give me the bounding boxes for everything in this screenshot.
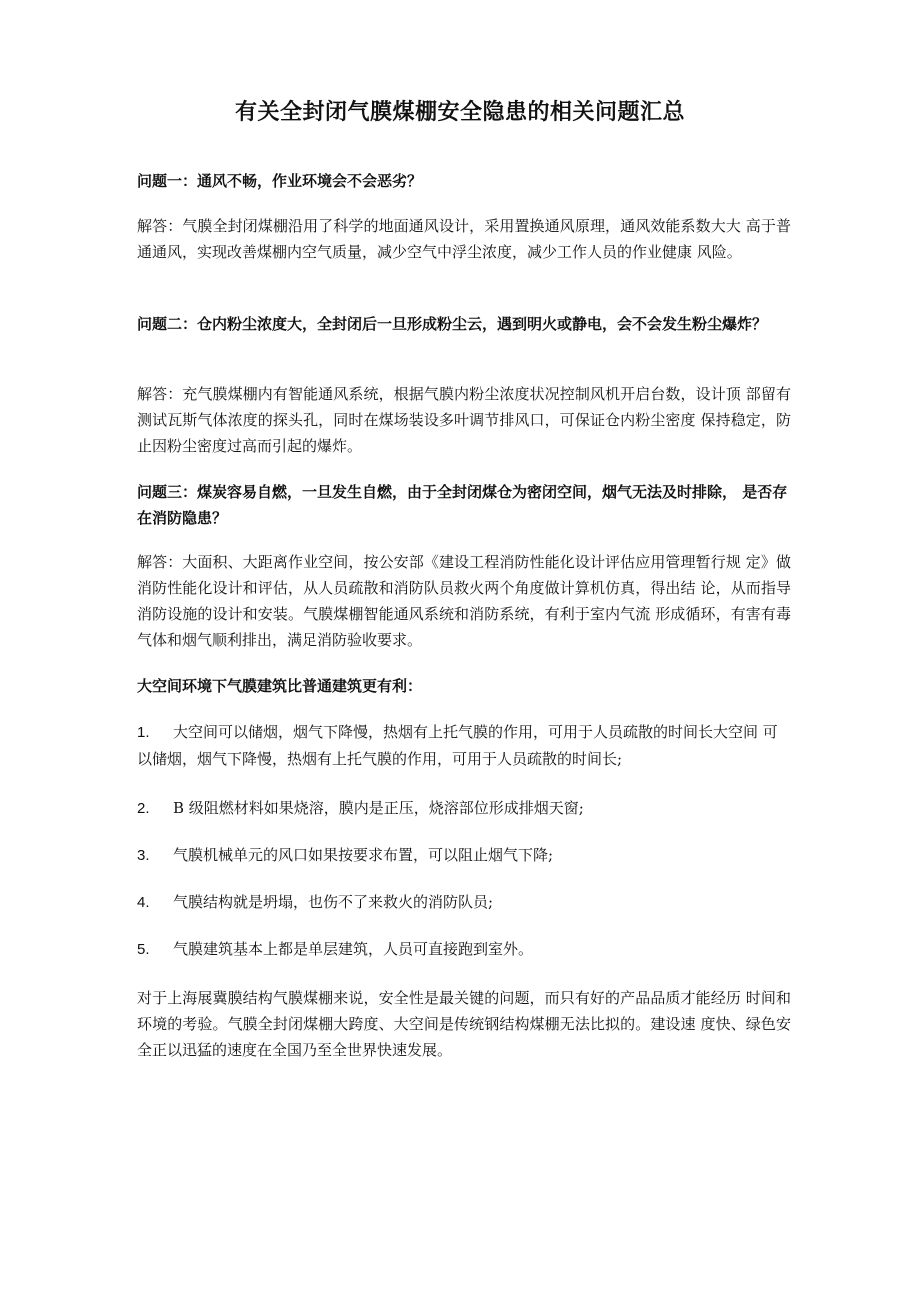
conclusion-paragraph: 对于上海展冀膜结构气膜煤棚来说，安全性是最关键的问题，而只有好的产品品质才能经历 时间和环境的考验。气膜全封闭煤棚大跨度、大空间是传统钢结构煤棚无法比拟的。建设速 度快、绿色安全正以迅猛的速度在全国乃至全世界快速发展。 xyxy=(137,989,791,1059)
list-item-number: 4. xyxy=(137,894,150,911)
list-item-text: 气膜机械单元的风口如果按要求布置，可以阻止烟气下降; xyxy=(173,846,554,864)
list-item xyxy=(137,936,791,963)
list-item-number: 3. xyxy=(137,847,150,864)
list-item-number: 5. xyxy=(137,941,150,958)
list-item-text: 大空间可以储烟，烟气下降慢，热烟有上托气膜的作用，可用于人员疏散的时间长大空间 可以储烟，烟气下降慢，热烟有上托气膜的作用，可用于人员疏散的时间长; xyxy=(137,723,778,768)
list-item xyxy=(137,795,791,822)
question-3: 问题三：煤炭容易自燃，一旦发生自燃，由于全封闭煤仓为密闭空间，烟气无法及时排除， 是否存在消防隐患？ xyxy=(137,483,788,527)
list-item xyxy=(137,889,791,916)
question-1: 问题一：通风不畅，作业环境会不会恶劣？ xyxy=(137,172,423,190)
list-item xyxy=(137,719,791,772)
list-item-text: 气膜结构就是坍塌，也伤不了来救火的消防队员; xyxy=(173,893,494,911)
answer-2: 解答：充气膜煤棚内有智能通风系统，根据气膜内粉尘浓度状况控制风机开启台数，设计顶 部留有测试瓦斯气体浓度的探头孔，同时在煤场装设多叶调节排风口，可保证仓内粉尘密度 保持稳定，防止因粉尘密度过高而引起的爆炸。 xyxy=(137,385,791,455)
answer-3: 解答：大面积、大距离作业空间，按公安部《建设工程消防性能化设计评估应用管理暂行规 定》做消防性能化设计和评估，从人员疏散和消防队员救火两个角度做计算机仿真，得出结 论，从而指导消防设施的设计和安装。气膜煤棚智能通风系统和消防系统，有利于室内气流 形成循环，有害有毒气体和烟气顺利排出，满足消防验收要求。 xyxy=(137,553,791,649)
answer-1: 解答：气膜全封闭煤棚沿用了科学的地面通风设计，采用置换通风原理，通风效能系数大大 高于普通通风，实现改善煤棚内空气质量，减少空气中浮尘浓度，减少工作人员的作业健康 风险。 xyxy=(137,217,791,261)
list-item-text: B 级阻燃材料如果烧溶，膜内是正压，烧溶部位形成排烟天窗; xyxy=(173,799,584,817)
list-heading: 大空间环境下气膜建筑比普通建筑更有利： xyxy=(137,677,423,695)
list-item-number: 1. xyxy=(137,724,150,741)
list-item-text: 气膜建筑基本上都是单层建筑，人员可直接跑到室外。 xyxy=(173,940,534,958)
list-item xyxy=(137,842,791,869)
list-item-number: 2. xyxy=(137,800,150,817)
question-2: 问题二：仓内粉尘浓度大，全封闭后一旦形成粉尘云，遇到明火或静电，会不会发生粉尘爆炸？ xyxy=(137,315,768,333)
document-title: 有关全封闭气膜煤棚安全隐患的相关问题汇总 xyxy=(234,100,685,125)
